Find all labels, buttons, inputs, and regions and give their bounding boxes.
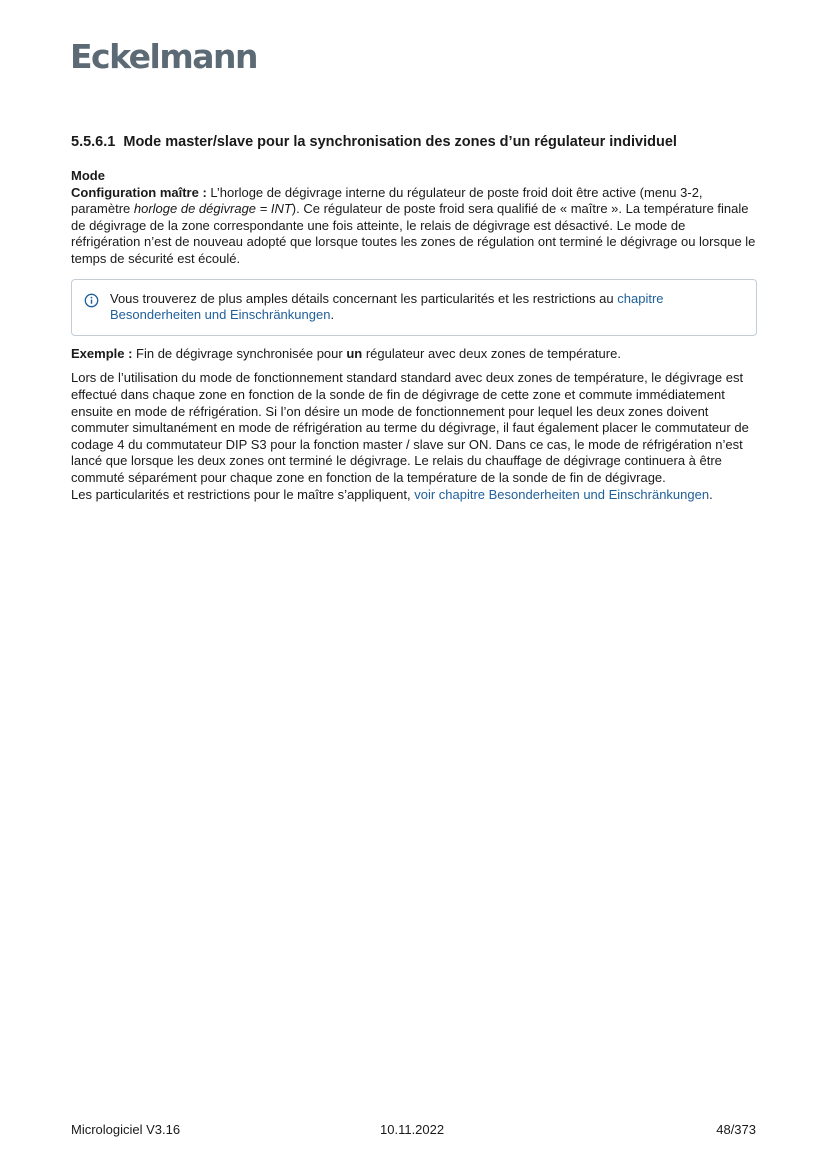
footer-page-number: 48/373 bbox=[716, 1122, 756, 1137]
config-param: horloge de dégivrage = INT bbox=[133, 201, 292, 217]
section-heading bbox=[71, 132, 757, 152]
example-label: Exemple : bbox=[71, 345, 133, 361]
body-paragraph: Lors de l’utilisation du mode de fonctionnement standard standard avec deux zones de température, le dégivrage est effectué dans chaque zone en fonction de la sonde de fin de dégivrage de cette zone et commute immédiatement ensuite en mode de réfrigération. Si l’on désire un mode de fonctionnement pour lequel les deux zones doivent commuter simultanément en mode de réfrigération au terme du dégivrage, il faut également placer le commutateur de codage 4 du commutateur DIP S3 pour la fonction master / slave sur ON. Dans ce cas, le mode de réfrigération n’est lancé que lorsque les deux zones ont terminé le dégivrage. Le relais du chauffage de dégivrage continuera à être commuté séparément pour chaque zone en fonction de la température de la sonde de fin de dégivrage. bbox=[71, 370, 749, 485]
info-note bbox=[71, 279, 757, 336]
example-line: Exemple : Fin de dégivrage synchronisée pour un régulateur avec deux zones de température. bbox=[71, 345, 621, 361]
closing-chapter-link[interactable]: voir chapitre Besonderheiten und Einschränkungen bbox=[414, 486, 710, 502]
section-number: 5.5.6.1 bbox=[71, 134, 116, 150]
config-label: Configuration maître : bbox=[71, 184, 207, 200]
section-title: Mode master/slave pour la synchronisation des zones d’un régulateur individuel bbox=[123, 134, 677, 150]
info-note-text: Vous trouverez de plus amples détails concernant les particularités et les restrictions au chapitre Besonderheiten und Einschränkungen. bbox=[110, 290, 664, 323]
mode-heading: Mode bbox=[71, 168, 105, 183]
eckelmann-logo: Eckelmann bbox=[70, 37, 257, 76]
note-chapter-link[interactable]: chapitre Besonderheiten und Einschränkungen bbox=[110, 290, 664, 323]
footer-software-version: Micrologiciel V3.16 bbox=[71, 1122, 181, 1137]
info-icon bbox=[84, 293, 99, 308]
mode-paragraph: Configuration maître : L’horloge de dégivrage interne du régulateur de poste froid doit être active (menu 3-2, paramètre horloge de dégivrage = INT). Ce régulateur de poste froid sera qualifié de « maître ». La température finale de dégivrage de la zone correspondante une fois atteinte, le relais de dégivrage est désactivé. Le mode de réfrigération n’est de nouveau adopté que lorsque toutes les zones de régulation ont terminé le dégivrage ou lorsque le temps de sécurité est écoulé. bbox=[71, 184, 756, 266]
closing-paragraph: Les particularités et restrictions pour le maître s’appliquent, voir chapitre Besonderheiten und Einschränkungen. bbox=[71, 486, 713, 502]
page-content bbox=[71, 132, 757, 503]
footer-date: 10.11.2022 bbox=[380, 1122, 445, 1137]
